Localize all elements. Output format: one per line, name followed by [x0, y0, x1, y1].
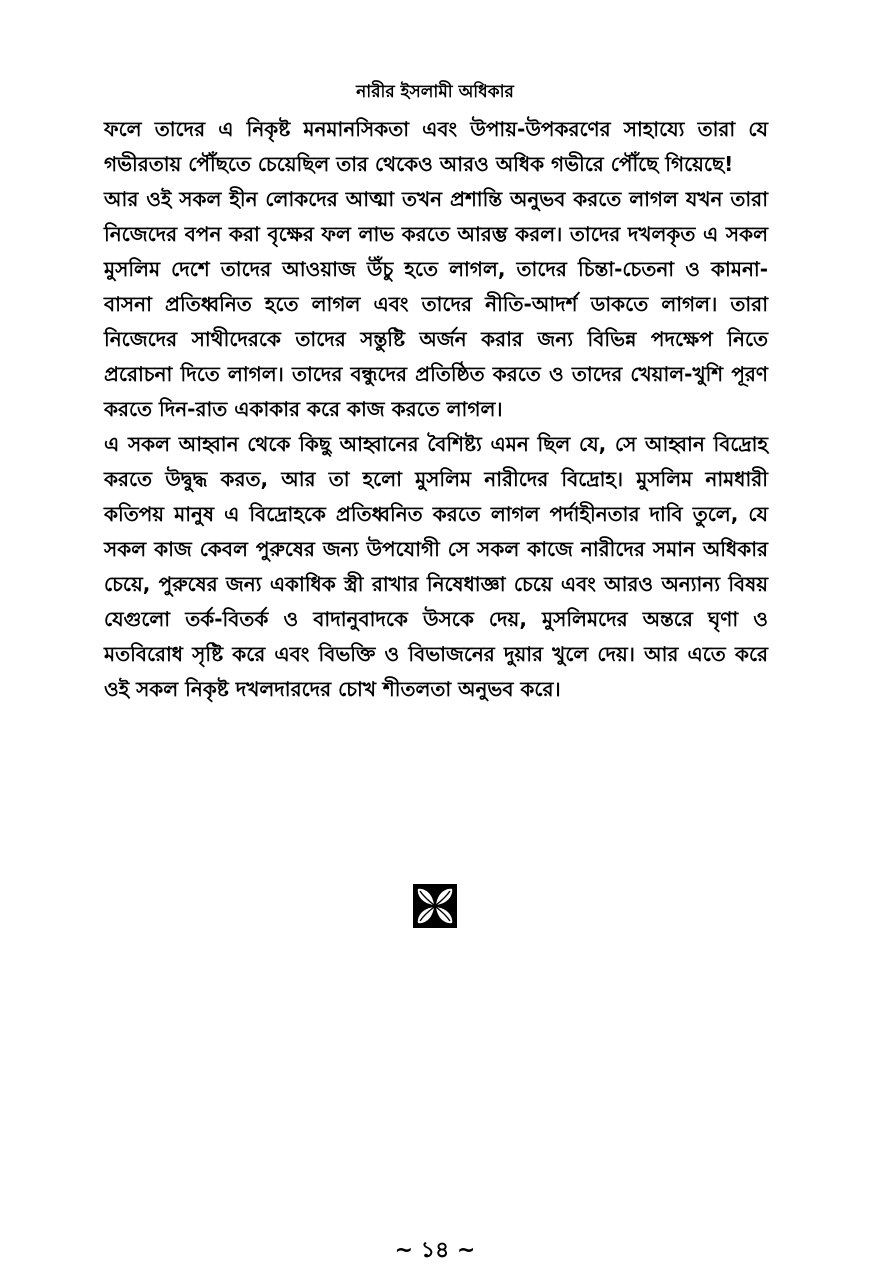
- paragraph-3: এ সকল আহ্বান থেকে কিছু আহ্বানের বৈশিষ্ট্য এমন ছিল যে, সে আহ্বান বিদ্রোহ করতে উদ্বুদ্ধ করত, আর তা হলো মুসলিম নারীদের বিদ্রোহ। মুসলিম নামধারী কতিপয় মানুষ এ বিদ্রোহকে প্রতিধ্বনিত করতে লাগল পর্দাহীনতার দাবি তুলে, যে সকল কাজ কেবল পুরুষের জন্য উপযোগী সে সকল কাজে নারীদের সমান অধিকার চেয়ে, পুরুষের জন্য একাধিক স্ত্রী রাখার নিষেধাজ্ঞা চেয়ে এবং আরও অন্যান্য বিষয় যেগুলো তর্ক-বিতর্ক ও বাদানুবাদকে উসকে দেয়, মুসলিমদের অন্তরে ঘৃণা ও মতবিরোধ সৃষ্টি করে এবং বিভক্তি ও বিভাজনের দুয়ার খুলে দেয়। আর এতে করে ওই সকল নিকৃষ্ট দখলদারদের চোখ শীতলতা অনুভব করে।: [104, 432, 768, 701]
- running-header: নারীর ইসলামী অধিকার: [356, 82, 514, 102]
- page-number: ~ ১৪ ~: [394, 1238, 476, 1263]
- body-text: [104, 112, 768, 707]
- four-leaf-ornament-icon: [413, 884, 457, 928]
- paragraph-2: আর ওই সকল হীন লোকদের আত্মা তখন প্রশান্তি অনুভব করতে লাগল যখন তারা নিজেদের বপন করা বৃক্ষের ফল লাভ করতে আরম্ভ করল। তাদের দখলকৃত এ সকল মুসলিম দেশে তাদের আওয়াজ উঁচু হতে লাগল, তাদের চিন্তা-চেতনা ও কামনা-বাসনা প্রতিধ্বনিত হতে লাগল এবং তাদের নীতি-আদর্শ ডাকতে লাগল। তারা নিজেদের সাথীদেরকে তাদের সন্তুষ্টি অর্জন করার জন্য বিভিন্ন পদক্ষেপ নিতে প্ররোচনা দিতে লাগল। তাদের বন্ধুদের প্রতিষ্ঠিত করতে ও তাদের খেয়াল-খুশি পূরণ করতে দিন-রাত একাকার করে কাজ করতে লাগল।: [104, 187, 768, 421]
- paragraph-1: ফলে তাদের এ নিকৃষ্ট মনমানসিকতা এবং উপায়-উপকরণের সাহায্যে তারা যে গভীরতায় পৌঁছতে চেয়েছিল তার থেকেও আরও অধিক গভীরে পৌঁছে গিয়েছে!: [104, 117, 768, 176]
